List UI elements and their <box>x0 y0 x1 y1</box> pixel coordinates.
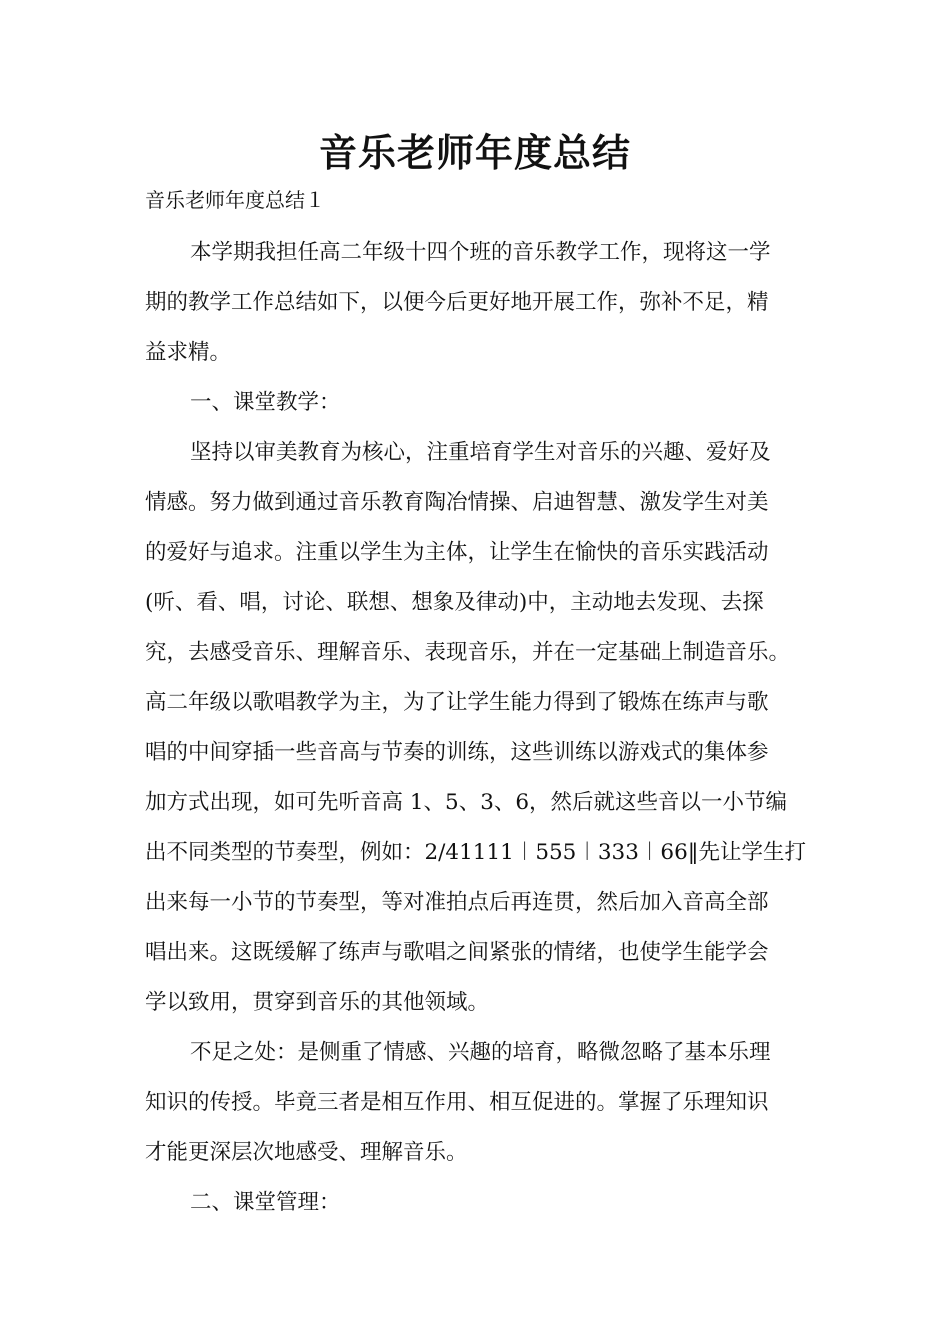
text-line: 不足之处：是侧重了情感、兴趣的培育，略微忽略了基本乐理 <box>190 1040 771 1065</box>
paragraph-intro <box>145 228 810 378</box>
text-line: 的爱好与追求。注重以学生为主体，让学生在愉快的音乐实践活动 <box>145 540 769 565</box>
section-heading-classroom-management <box>145 1178 810 1228</box>
text-line: 出来每一小节的节奏型，等对准拍点后再连贯，然后加入音高全部 <box>145 890 769 915</box>
text-line: 才能更深层次地感受、理解音乐。 <box>145 1140 468 1165</box>
text-line: 知识的传授。毕竟三者是相互作用、相互促进的。掌握了乐理知识 <box>145 1090 769 1115</box>
document-subtitle: 音乐老师年度总结１ <box>145 188 325 212</box>
text-line: 二、课堂管理： <box>190 1190 341 1215</box>
text-line: 唱的中间穿插一些音高与节奏的训练，这些训练以游戏式的集体参 <box>145 740 769 765</box>
text-line: 坚持以审美教育为核心，注重培育学生对音乐的兴趣、爱好及 <box>190 440 771 465</box>
text-line: (听、看、唱，讨论、联想、想象及律动)中，主动地去发现、去探 <box>145 590 764 615</box>
text-line: 一、课堂教学： <box>190 390 341 415</box>
document-title: 音乐老师年度总结 <box>318 130 631 175</box>
text-line: 情感。努力做到通过音乐教育陶冶情操、启迪智慧、激发学生对美 <box>145 490 769 515</box>
text-line: 加方式出现，如可先听音高 1、5、3、6，然后就这些音以一小节编 <box>145 790 788 815</box>
section-heading-classroom-teaching <box>145 378 810 428</box>
text-line: 期的教学工作总结如下，以便今后更好地开展工作，弥补不足，精 <box>145 290 769 315</box>
paragraph-shortcomings <box>145 1028 810 1178</box>
paragraph-teaching-details <box>145 428 810 1028</box>
text-line: 学以致用，贯穿到音乐的其他领域。 <box>145 990 490 1015</box>
text-line: 出不同类型的节奏型，例如：2/41111︱555︱333︱66‖先让学生打 <box>145 840 807 865</box>
text-line: 唱出来。这既缓解了练声与歌唱之间紧张的情绪，也使学生能学会 <box>145 940 769 965</box>
document-body <box>145 228 810 1228</box>
text-line: 究，去感受音乐、理解音乐、表现音乐，并在一定基础上制造音乐。 <box>145 640 791 665</box>
text-line: 高二年级以歌唱教学为主，为了让学生能力得到了锻炼在练声与歌 <box>145 690 769 715</box>
text-line: 益求精。 <box>145 340 232 365</box>
text-line: 本学期我担任高二年级十四个班的音乐教学工作，现将这一学 <box>190 240 771 265</box>
